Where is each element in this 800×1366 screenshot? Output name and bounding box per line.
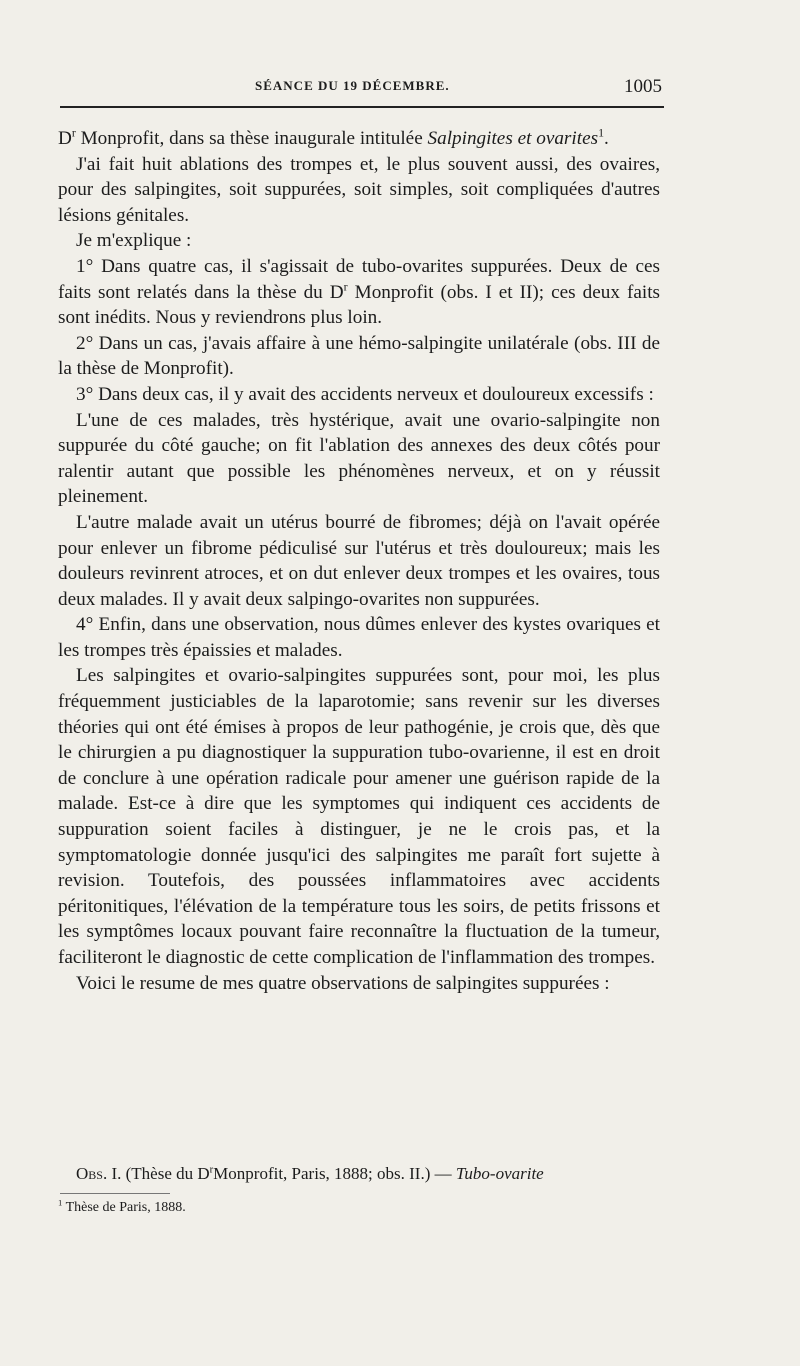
p4-text-b: Monprofit (obs. I et II); ces deux faits sont inédits. Nous y reviendrons plus loin.: [58, 281, 660, 329]
header-title: SÉANCE DU 19 DÉCEMBRE.: [255, 78, 450, 93]
paragraph-11: Voici le resume de mes quatre observations de salpingites suppurées :: [76, 972, 610, 994]
p1-text-c: .: [604, 128, 609, 149]
obs-italic: Tubo-ovarite: [455, 1164, 544, 1183]
p1-text-b: Monprofit, dans sa thèse inaugurale intitulée: [75, 128, 428, 149]
p4-text-a: 1° Dans quatre cas, il s'agissait de tubo-ovarites suppurées. Deux de ces faits sont relatés dans la thèse du D: [58, 255, 660, 303]
paragraph-10: Les salpingites et ovario-salpingites suppurées sont, pour moi, les plus fréquemment justiciables de la laparotomie; sans revenir sur les diverses théories qui ont été émises à propos de leur pathogénie, je crois que, dès que le chirurgien a pu diagnostiquer la suppuration tubo-ovarienne, il est en droit de conclure à une opération radicale pour amener une guérison rapide de la malade. Est-ce à dire que les symptomes qui indiquent ces accidents de suppuration soient faciles à distinguer, je ne le crois pas, et la symptomatologie donnée jusqu'ici des salpingites me paraît fort sujette à revision. Toutefois, des poussées inflammatoires avec accidents péritonitiques, l'élévation de la température tous les soirs, de petits frissons et les symptômes locaux pouvant faire reconnaître la fluctuation de la tumeur, faciliteront le diagnostic de cette complication de l'inflammation des trompes.: [58, 665, 660, 968]
footnote-rule: [60, 1193, 170, 1194]
footnote: [58, 1199, 186, 1217]
paragraph-6: 3° Dans deux cas, il y avait des accidents nerveux et douloureux excessifs :: [76, 383, 654, 405]
footnote-ref: 1: [598, 125, 605, 140]
p1-text-a: D: [58, 128, 72, 149]
footnote-marker: 1: [58, 1197, 63, 1208]
paragraph-3: Je m'explique :: [76, 230, 192, 252]
obs-label: Obs. I.: [76, 1164, 122, 1183]
paragraph-9: 4° Enfin, dans une observation, nous dûmes enlever des kystes ovariques et les trompes très épaissies et malades.: [58, 614, 660, 661]
paragraph-4: [58, 254, 660, 331]
footnote-text: Thèse de Paris, 1888.: [62, 1200, 186, 1215]
page-number: 1005: [624, 76, 662, 97]
paragraph-2: J'ai fait huit ablations des trompes et, le plus souvent aussi, des ovaires, pour des salpingites, soit suppurées, soit simples, soit compliquées d'autres lésions génitales.: [58, 153, 660, 226]
paragraph-7: L'une de ces malades, très hystérique, avait une ovario-salpingite non suppurée du côté gauche; on fit l'ablation des annexes des deux côtés pour ralentir autant que possible les phénomènes nerveux, et on y réussit pleinement.: [58, 409, 660, 508]
paragraph-8: L'autre malade avait un utérus bourré de fibromes; déjà on l'avait opérée pour enlever un fibrome pédiculisé sur l'utérus et très douloureux; mais les douleurs revinrent atroces, et on dut enlever deux trompes et les ovaires, tous deux malades. Il y avait deux salpingo-ovarites non suppurées.: [58, 511, 660, 610]
p1-superscript: r: [71, 125, 76, 140]
main-text: [58, 126, 660, 996]
observation-heading: [76, 1163, 660, 1185]
obs-text-b: Monprofit, Paris, 1888; obs. II.) —: [213, 1164, 456, 1183]
paragraph-5: 2° Dans un cas, j'avais affaire à une hémo-salpingite unilatérale (obs. III de la thèse de Monprofit).: [58, 332, 660, 380]
p4-superscript: r: [343, 279, 348, 294]
paragraph-1: [58, 126, 660, 152]
running-header: [60, 76, 662, 100]
obs-superscript: r: [209, 1164, 214, 1176]
header-rule: [60, 106, 664, 108]
p1-italic-title: Salpingites et ovarites: [427, 128, 599, 149]
obs-text-a: (Thèse du D: [121, 1164, 210, 1183]
